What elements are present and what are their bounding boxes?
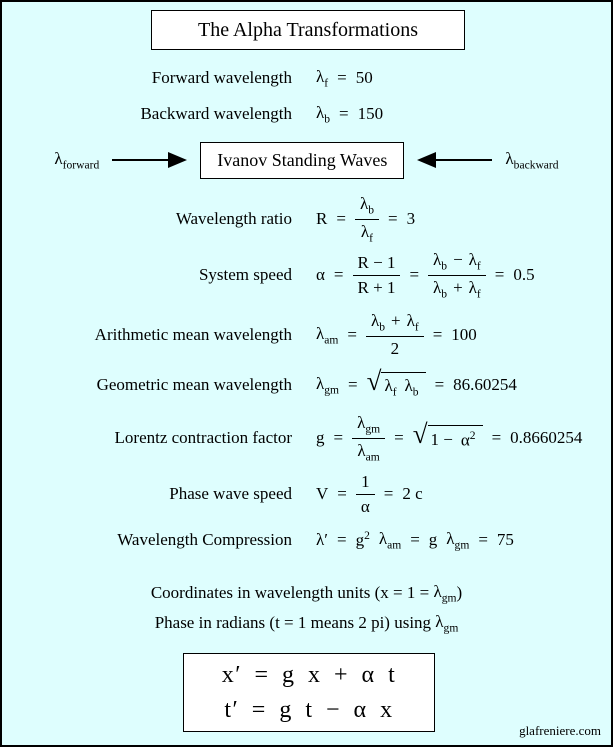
lambda-am-symbol bbox=[357, 441, 379, 463]
lambda-glyph: λ bbox=[468, 277, 477, 297]
radical-sign: √ bbox=[412, 418, 428, 449]
denominator-2: 2 bbox=[390, 338, 400, 358]
lambda-glyph: λ bbox=[360, 221, 370, 241]
equation-backward-wavelength bbox=[316, 103, 383, 125]
plus-sign: + bbox=[390, 311, 401, 331]
lambda-glyph: λ bbox=[433, 581, 442, 601]
equals-sign: = bbox=[333, 265, 344, 284]
label-arithmetic-mean: Arithmetic mean wavelength bbox=[94, 325, 292, 344]
lambda-b-symbol bbox=[405, 376, 419, 398]
equation-wavelength-ratio bbox=[316, 194, 415, 244]
fraction-numerator bbox=[352, 413, 385, 438]
backward-wavelength-value: 150 bbox=[357, 103, 384, 123]
lambda-glyph: λ bbox=[357, 440, 366, 460]
equals-sign: = bbox=[339, 103, 349, 123]
wavelength-compression-value: 75 bbox=[496, 529, 514, 549]
subscript-f: f bbox=[476, 259, 481, 273]
equals-sign: = bbox=[337, 484, 347, 503]
equation-arithmetic-mean bbox=[316, 311, 477, 358]
one-minus: 1 − bbox=[430, 430, 453, 450]
row-system-speed bbox=[2, 246, 611, 304]
subscript-f: f bbox=[414, 320, 419, 334]
subscript-b: b bbox=[368, 203, 374, 217]
coordinates-note bbox=[2, 579, 611, 607]
label-wavelength-ratio: Wavelength ratio bbox=[175, 209, 292, 228]
numerator-1: 1 bbox=[361, 471, 370, 491]
transform-x-equation: x′ = g x + α t bbox=[221, 661, 397, 688]
square-root bbox=[366, 365, 426, 399]
equals-sign: = bbox=[409, 265, 420, 284]
ratio-value: 3 bbox=[406, 209, 416, 228]
prime-glyph: ′ bbox=[324, 529, 328, 549]
row-wavelength-ratio bbox=[2, 190, 611, 248]
minus-sign: − bbox=[453, 250, 463, 270]
equals-sign: = bbox=[394, 428, 404, 447]
fraction-gm-over-am bbox=[352, 413, 385, 463]
lambda-b-symbol bbox=[371, 311, 385, 333]
system-speed-value: 0.5 bbox=[513, 265, 535, 284]
fraction-numerator bbox=[366, 311, 424, 336]
row-wavelength-compression bbox=[2, 523, 611, 557]
phase-wave-speed-value: 2 c bbox=[402, 484, 423, 503]
lambda-glyph: λ bbox=[54, 148, 63, 168]
subscript-b: b bbox=[379, 320, 385, 334]
label-geometric-mean: Geometric mean wavelength bbox=[96, 375, 292, 394]
alpha-symbol: α bbox=[316, 265, 325, 284]
equals-sign: = bbox=[337, 67, 347, 87]
lambda-glyph: λ bbox=[468, 250, 477, 270]
equals-sign: = bbox=[434, 375, 445, 394]
lambda-glyph: λ bbox=[359, 194, 369, 214]
subscript-gm: gm bbox=[365, 422, 381, 436]
lambda-gm-symbol bbox=[435, 612, 458, 634]
equals-sign: = bbox=[336, 209, 346, 228]
row-lorentz-factor bbox=[2, 409, 611, 467]
ivanov-box-label: Ivanov Standing Waves bbox=[217, 149, 388, 170]
lambda-glyph: λ bbox=[357, 413, 366, 433]
label-system-speed: System speed bbox=[198, 265, 292, 284]
fraction-denominator bbox=[356, 220, 378, 244]
subscript-am: am bbox=[324, 333, 339, 347]
subscript-b: b bbox=[441, 286, 448, 300]
lambda-gm-symbol bbox=[446, 529, 469, 551]
symbol-V: V bbox=[316, 484, 329, 503]
lambda-glyph: λ bbox=[435, 611, 444, 631]
arrow-left-icon bbox=[417, 152, 492, 168]
transform-t-equation: t′ = g t − α x bbox=[224, 696, 394, 723]
lambda-f-symbol bbox=[469, 278, 481, 300]
alpha-squared bbox=[461, 429, 476, 451]
fraction-lambda-sum-over-2 bbox=[366, 311, 424, 358]
lambda-glyph: λ bbox=[446, 528, 455, 548]
subscript-b: b bbox=[324, 112, 331, 126]
coordinates-note-text: Coordinates in wavelength units (x = 1 = bbox=[150, 583, 434, 602]
lambda-f-symbol bbox=[361, 222, 373, 244]
fraction-R bbox=[353, 253, 401, 298]
coordinates-note-close: ) bbox=[456, 583, 463, 602]
superscript-2: 2 bbox=[364, 529, 370, 543]
g-glyph: g bbox=[355, 530, 365, 550]
g-squared-symbol bbox=[356, 529, 370, 551]
fraction-denominator bbox=[353, 276, 401, 298]
ivanov-standing-waves-box bbox=[200, 142, 404, 179]
lambda-glyph: λ bbox=[316, 102, 325, 122]
fraction-numerator bbox=[356, 472, 375, 495]
lambda-f-symbol bbox=[469, 250, 481, 272]
subscript-am: am bbox=[387, 538, 402, 552]
phase-note-text: Phase in radians (t = 1 means 2 pi) using bbox=[154, 613, 436, 632]
fraction-lambda-diff-over-sum bbox=[428, 250, 486, 300]
alpha-glyph: α bbox=[460, 430, 470, 450]
lambda-glyph: λ bbox=[433, 277, 442, 297]
superscript-2: 2 bbox=[469, 428, 476, 442]
lambda-glyph: λ bbox=[433, 250, 442, 270]
forward-wavelength-value: 50 bbox=[355, 67, 373, 87]
flow-diagram bbox=[2, 142, 611, 179]
plus-sign: + bbox=[453, 277, 463, 297]
row-backward-wavelength bbox=[2, 98, 611, 130]
square-root bbox=[412, 418, 483, 452]
equation-lorentz-factor bbox=[316, 413, 582, 463]
lambda-b-symbol bbox=[360, 194, 374, 216]
lambda-glyph: λ bbox=[404, 375, 413, 395]
lambda-b-symbol bbox=[433, 278, 447, 300]
subscript-b: b bbox=[441, 259, 448, 273]
equals-sign: = bbox=[387, 209, 398, 228]
row-forward-wavelength bbox=[2, 62, 611, 94]
row-geometric-mean bbox=[2, 364, 611, 406]
equals-sign: = bbox=[333, 428, 344, 447]
lambda-gm-symbol bbox=[316, 374, 339, 396]
title-box bbox=[151, 10, 465, 50]
arrow-right-icon bbox=[112, 152, 187, 168]
fraction-numerator bbox=[428, 250, 486, 275]
label-forward-wavelength: Forward wavelength bbox=[151, 68, 292, 87]
watermark: glafreniere.com bbox=[519, 723, 601, 738]
equation-system-speed bbox=[316, 250, 535, 300]
arrow-head bbox=[417, 152, 436, 168]
lambda-glyph: λ bbox=[384, 375, 393, 395]
lambda-glyph: λ bbox=[406, 311, 415, 331]
lambda-glyph: λ bbox=[316, 529, 325, 549]
row-flow bbox=[2, 138, 611, 182]
label-lorentz-factor: Lorentz contraction factor bbox=[114, 428, 292, 447]
equals-sign: = bbox=[432, 324, 443, 344]
equals-sign: = bbox=[494, 265, 505, 284]
lambda-glyph: λ bbox=[370, 311, 380, 331]
arrow-shaft bbox=[112, 159, 168, 161]
lambda-f-symbol bbox=[407, 311, 419, 333]
lorentz-factor-value: 0.8660254 bbox=[510, 428, 583, 447]
subscript-f: f bbox=[392, 384, 397, 398]
fraction-numerator bbox=[355, 194, 379, 219]
lambda-forward-symbol bbox=[54, 149, 99, 171]
subscript-f: f bbox=[476, 286, 481, 300]
label-phase-wave-speed: Phase wave speed bbox=[169, 484, 292, 503]
lambda-gm-symbol bbox=[433, 582, 456, 604]
arrow-shaft bbox=[436, 159, 492, 161]
lambda-glyph: λ bbox=[316, 66, 325, 86]
phase-note bbox=[2, 609, 611, 637]
lambda-prime-symbol bbox=[316, 530, 328, 550]
row-phase-wave-speed bbox=[2, 465, 611, 523]
arrow-head bbox=[168, 152, 187, 168]
lambda-am-symbol bbox=[316, 324, 338, 346]
subscript-am: am bbox=[365, 449, 380, 463]
label-backward-wavelength: Backward wavelength bbox=[140, 104, 292, 123]
R-plus-1: R + 1 bbox=[357, 277, 396, 297]
radicand bbox=[381, 372, 425, 398]
R-minus-1: R − 1 bbox=[357, 252, 396, 272]
subscript-backward: backward bbox=[513, 158, 559, 172]
fraction-denominator bbox=[356, 495, 375, 517]
symbol-g: g bbox=[428, 529, 438, 549]
subscript-forward: forward bbox=[62, 158, 100, 172]
lambda-b-symbol bbox=[316, 103, 330, 125]
label-wavelength-compression: Wavelength Compression bbox=[117, 530, 292, 549]
equals-sign: = bbox=[410, 529, 420, 549]
equals-sign: = bbox=[383, 484, 394, 503]
fraction-lambda-b-over-lambda-f bbox=[355, 194, 379, 244]
page-title: The Alpha Transformations bbox=[198, 18, 418, 41]
radical-sign: √ bbox=[366, 365, 382, 396]
subscript-b: b bbox=[412, 384, 419, 398]
subscript-gm: gm bbox=[441, 591, 457, 605]
lambda-backward-symbol bbox=[505, 149, 558, 171]
equation-forward-wavelength bbox=[316, 67, 373, 89]
subscript-f: f bbox=[369, 230, 373, 244]
transform-equations-box bbox=[183, 653, 435, 732]
lambda-glyph: λ bbox=[378, 528, 388, 548]
fraction-numerator bbox=[353, 253, 401, 276]
equation-geometric-mean bbox=[316, 365, 517, 399]
row-arithmetic-mean bbox=[2, 306, 611, 364]
lambda-f-symbol bbox=[384, 376, 396, 398]
equals-sign: = bbox=[478, 529, 488, 549]
equation-phase-wave-speed bbox=[316, 472, 423, 517]
lambda-glyph: λ bbox=[505, 148, 514, 168]
alpha-symbol: α bbox=[360, 496, 370, 516]
arithmetic-mean-value: 100 bbox=[451, 324, 477, 344]
subscript-gm: gm bbox=[454, 538, 470, 552]
lambda-f-symbol bbox=[316, 67, 328, 89]
symbol-g: g bbox=[316, 428, 325, 447]
equals-sign: = bbox=[491, 428, 502, 447]
fraction-1-over-alpha bbox=[356, 472, 375, 517]
fraction-denominator bbox=[352, 439, 384, 463]
fraction-denominator bbox=[386, 337, 405, 359]
subscript-gm: gm bbox=[324, 383, 340, 397]
equals-sign: = bbox=[348, 375, 358, 394]
subscript-f: f bbox=[324, 76, 329, 90]
geometric-mean-value: 86.60254 bbox=[453, 375, 517, 394]
lambda-glyph: λ bbox=[316, 373, 325, 393]
equals-sign: = bbox=[347, 324, 357, 344]
lambda-b-symbol bbox=[433, 250, 447, 272]
symbol-R: R bbox=[316, 209, 328, 228]
equals-sign: = bbox=[336, 529, 347, 549]
lambda-glyph: λ bbox=[316, 323, 325, 343]
fraction-denominator bbox=[428, 276, 486, 300]
lambda-gm-symbol bbox=[357, 413, 380, 435]
lambda-am-symbol bbox=[379, 529, 401, 551]
subscript-gm: gm bbox=[443, 621, 459, 635]
equation-wavelength-compression bbox=[316, 529, 514, 551]
radicand bbox=[428, 425, 483, 451]
